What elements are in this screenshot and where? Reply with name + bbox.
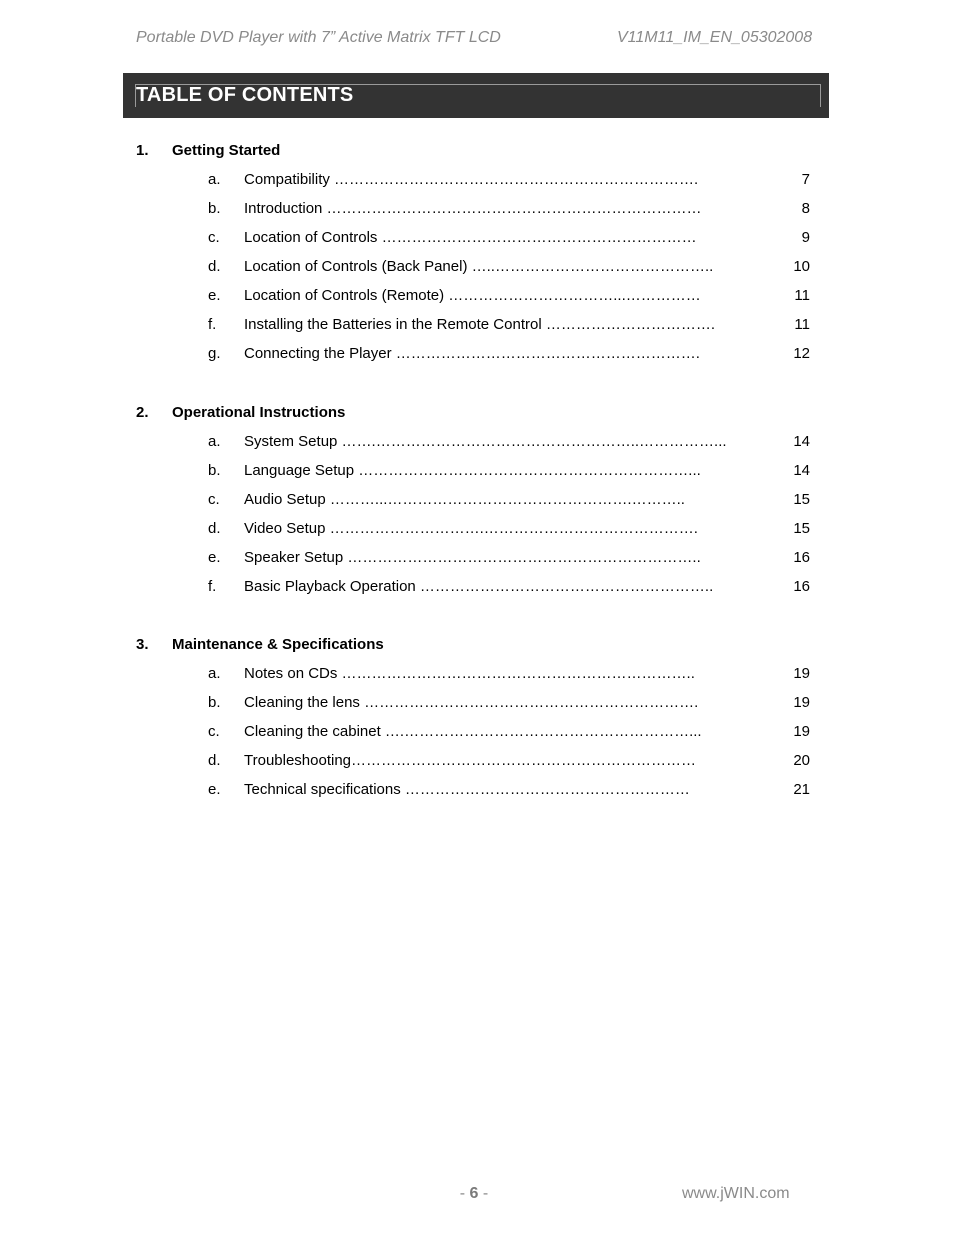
toc-entry-text: Language Setup …………………………………………………………...: [244, 462, 701, 479]
toc-entry-text: Location of Controls ………………………………………………………: [244, 229, 697, 246]
toc-entry-text: Troubleshooting……………………………………………………………: [244, 752, 697, 769]
toc-entry-letter: d.: [208, 520, 221, 537]
footer-url: www.jWIN.com: [682, 1185, 790, 1202]
toc-entry-page: 12: [793, 345, 810, 362]
toc-entry-page: 20: [793, 752, 810, 769]
toc-entry-text: Technical specifications …………………………………………………: [244, 781, 690, 798]
section-number: 1.: [136, 142, 149, 159]
section-title: Getting Started: [172, 142, 281, 159]
toc-entry-page: 9: [801, 229, 810, 246]
toc-entry-letter: a.: [208, 433, 221, 450]
toc-entry-text: Cleaning the lens ………………………………………………………….: [244, 694, 699, 711]
toc-entry-page: 15: [793, 520, 810, 537]
toc-entry-page: 14: [793, 433, 810, 450]
toc-entry-page: 11: [794, 316, 810, 333]
page-number: [444, 1185, 504, 1203]
running-header-title: Portable DVD Player with 7” Active Matrix TFT LCD: [136, 29, 501, 46]
toc-entry-letter: f.: [208, 578, 217, 595]
toc-banner: [123, 73, 829, 118]
toc-entry-text: Connecting the Player …………………………………………………….: [244, 345, 700, 362]
running-header-doc-id: V11M11_IM_EN_05302008: [617, 29, 813, 46]
toc-entry-text: Audio Setup ………...………………………………………….………..: [244, 491, 685, 508]
toc-entry-text: Notes on CDs ……………………………………………………………..: [244, 665, 695, 682]
toc-entry-page: 10: [793, 258, 810, 275]
toc-entry-letter: e.: [208, 781, 221, 798]
toc-entry-text: Speaker Setup ……………………………………………………………..: [244, 549, 701, 566]
toc-entry-page: 21: [793, 781, 810, 798]
section-number: 2.: [136, 404, 149, 421]
toc-entry-text: Video Setup ………………………….…………………………………….: [244, 520, 698, 537]
toc-entry-page: 11: [794, 287, 810, 304]
toc-entry-letter: d.: [208, 258, 221, 275]
toc-entry-page: 16: [793, 549, 810, 566]
toc-entry-text: System Setup …….……………………………………………..……………...: [244, 433, 727, 450]
toc-entry-page: 19: [793, 694, 810, 711]
toc-entry-letter: b.: [208, 462, 221, 479]
toc-entry-page: 7: [801, 171, 810, 188]
toc-entry-text: Location of Controls (Back Panel) …..……………………………………..: [244, 258, 714, 275]
toc-entry-letter: e.: [208, 287, 221, 304]
toc-entry-letter: g.: [208, 345, 221, 362]
toc-entry-text: Location of Controls (Remote) ……………………………...……………: [244, 287, 701, 304]
toc-entry-page: 14: [793, 462, 810, 479]
page-title: TABLE OF CONTENTS: [136, 84, 354, 106]
toc-entry-page: 19: [793, 665, 810, 682]
page-number-value: 6: [469, 1185, 479, 1202]
toc-entry-letter: e.: [208, 549, 221, 566]
toc-entry-letter: b.: [208, 200, 221, 217]
section-title: Operational Instructions: [172, 404, 346, 421]
toc-entry-letter: c.: [208, 229, 220, 246]
toc-entry-letter: c.: [208, 723, 220, 740]
toc-entry-text: Introduction …………………………………………………………………: [244, 200, 702, 217]
toc-entry-letter: b.: [208, 694, 221, 711]
section-number: 3.: [136, 636, 149, 653]
page-number-suffix: -: [478, 1185, 489, 1202]
toc-entry-text: Cleaning the cabinet ….…………………………………………………...: [244, 723, 702, 740]
toc-entry-page: 15: [793, 491, 810, 508]
toc-entry-text: Compatibility ……………………………………………………………….: [244, 171, 699, 188]
toc-entry-text: Basic Playback Operation …………………………………………………..: [244, 578, 714, 595]
toc-entry-letter: d.: [208, 752, 221, 769]
toc-entry-page: 8: [801, 200, 810, 217]
toc-entry-letter: f.: [208, 316, 217, 333]
toc-entry-letter: a.: [208, 665, 221, 682]
toc-entry-page: 19: [793, 723, 810, 740]
toc-entry-letter: a.: [208, 171, 221, 188]
page-number-prefix: -: [459, 1185, 470, 1202]
toc-entry-text: Installing the Batteries in the Remote Control …………………………….: [244, 316, 715, 333]
toc-entry-letter: c.: [208, 491, 220, 508]
section-title: Maintenance & Specifications: [172, 636, 384, 653]
toc-entry-page: 16: [793, 578, 810, 595]
